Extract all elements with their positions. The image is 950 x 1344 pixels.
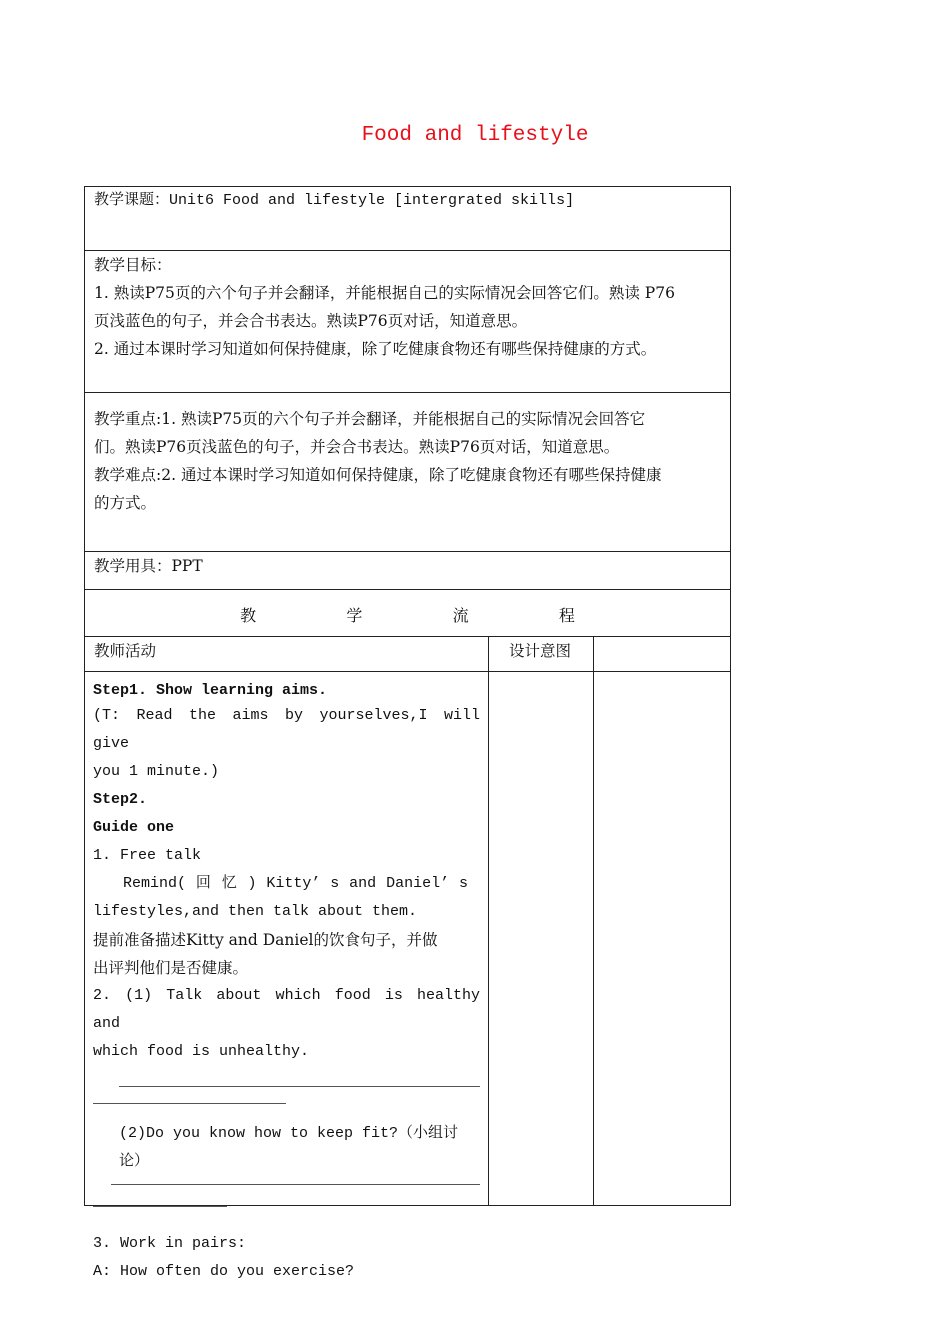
column-divider — [593, 637, 594, 671]
dialogue-question: A: How often do you exercise? — [93, 1263, 355, 1280]
teacher-activity-cell — [85, 672, 488, 1280]
flow-char-2: 学 — [346, 606, 363, 625]
aims-heading: 教学目标： — [94, 256, 172, 274]
answer-blank-4[interactable] — [93, 1210, 480, 1230]
aims-line-3: 2. 通过本课时学习知道如何保持健康，除了吃健康食物还有哪些保持健康的方式。 — [94, 340, 657, 358]
teacher-note-1: (T: Read the aims by yourselves,I will give — [93, 707, 480, 752]
column-header-row — [84, 636, 731, 671]
flow-char-1: 教 — [240, 606, 257, 625]
tools-row — [84, 551, 731, 589]
flow-char-3: 流 — [452, 606, 469, 625]
teacher-note-2: you 1 minute.) — [93, 763, 220, 780]
step2-label: Step2. — [93, 791, 148, 808]
activity-row — [84, 671, 731, 1280]
chinese-line-1: 提前准备描述Kitty and Daniel的饮食句子，并做 — [93, 931, 438, 949]
step1-label: Step1. Show learning aims. — [93, 682, 328, 699]
topic-text: 教学课题：Unit6 Food and lifestyle [intergrated skills] — [94, 192, 575, 209]
pair-work-item: 3. Work in pairs: — [93, 1235, 247, 1252]
column-divider — [593, 672, 594, 1205]
guide-label: Guide one — [93, 819, 175, 836]
keypoints-row — [84, 392, 731, 551]
aims-row — [84, 250, 731, 392]
aims-line-1: 1. 熟读P75页的六个句子并会翻译，并能根据自己的实际情况会回答它们。熟读 P76 — [94, 284, 675, 302]
design-intent-header: 设计意图 — [509, 642, 572, 660]
keypoints-line-1: 教学重点:1. 熟读P75页的六个句子并会翻译，并能根据自己的实际情况会回答它 — [94, 410, 646, 428]
answer-blank-2[interactable] — [93, 1100, 480, 1120]
flow-header-row — [84, 589, 731, 636]
chinese-line-2: 出评判他们是否健康。 — [93, 959, 249, 977]
keypoints-line-2: 们。熟读P76页浅蓝色的句子，并会合书表达。熟读P76页对话，知道意思。 — [94, 438, 620, 456]
flow-char-4: 程 — [558, 606, 575, 625]
answer-blank-1[interactable] — [93, 1066, 480, 1100]
remind-line-1: Remind( 回 忆 ) Kitty’ s and Daniel’ s — [123, 875, 468, 892]
free-talk-item: 1. Free talk — [93, 847, 202, 864]
topic-row — [84, 186, 731, 250]
talk-item-line-2: which food is unhealthy. — [93, 1043, 310, 1060]
teacher-activity-header: 教师活动 — [94, 642, 157, 660]
column-divider — [488, 637, 489, 671]
column-divider — [488, 672, 489, 1205]
talk-item-line-1: 2. (1) Talk about which food is healthy and — [93, 987, 480, 1032]
page-title: Food and lifestyle — [361, 124, 589, 147]
aims-line-2: 页浅蓝色的句子，并会合书表达。熟读P76页对话，知道意思。 — [94, 312, 528, 330]
tools-text: 教学用具：PPT — [94, 557, 203, 575]
keypoints-line-4: 的方式。 — [94, 494, 157, 512]
keep-fit-question: (2)Do you know how to keep fit?（小组讨论） — [119, 1125, 459, 1170]
remind-line-2: lifestyles,and then talk about them. — [93, 903, 418, 920]
keypoints-line-3: 教学难点:2. 通过本课时学习知道如何保持健康，除了吃健康食物还有哪些保持健康 — [94, 466, 662, 484]
